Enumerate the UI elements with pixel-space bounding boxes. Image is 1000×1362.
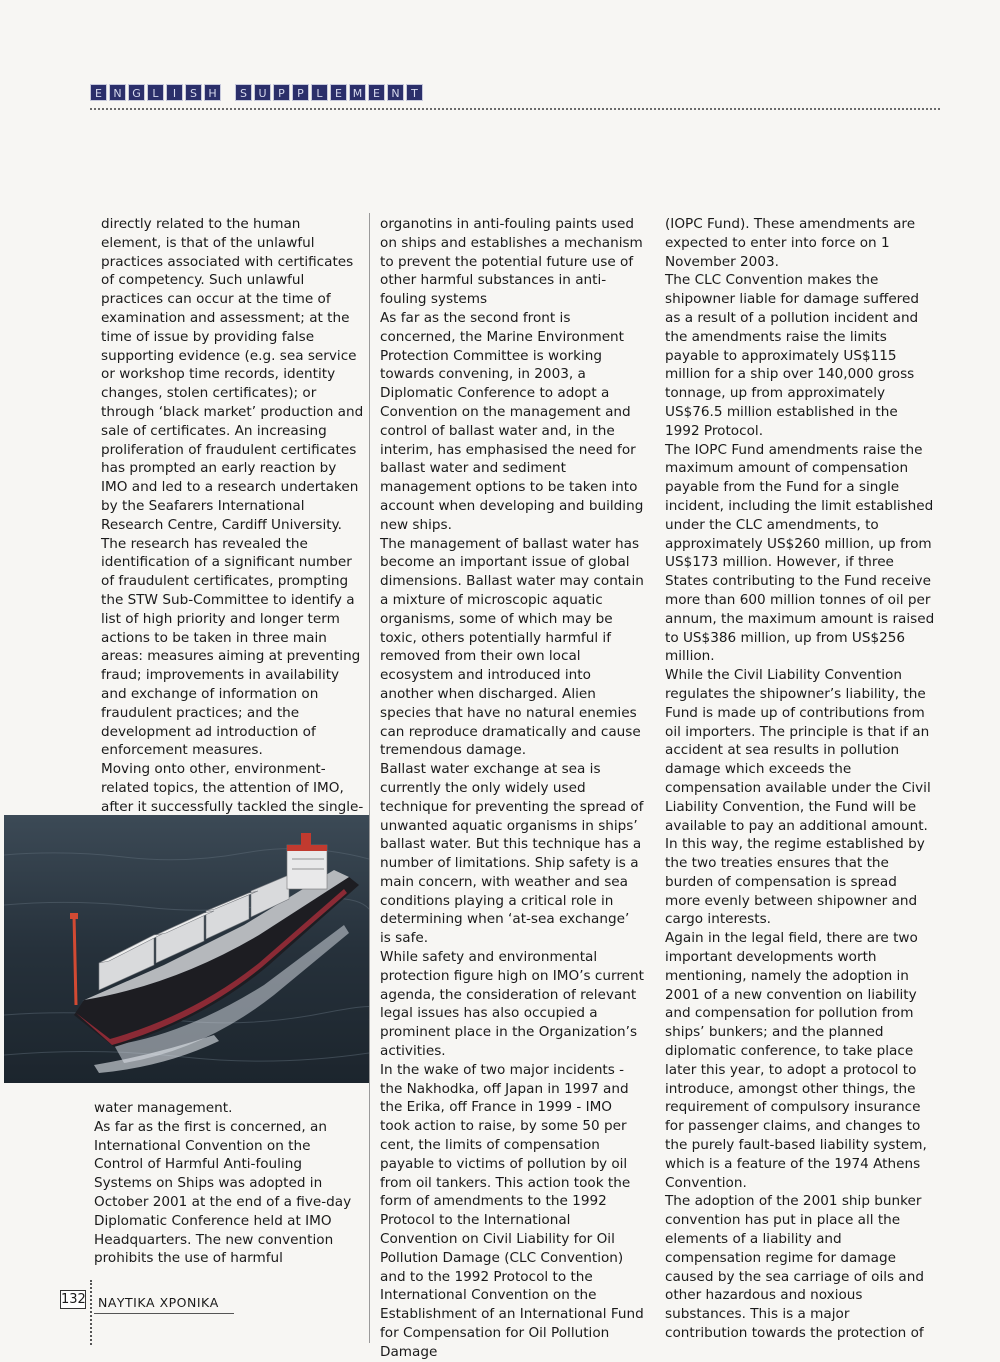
footer-rule <box>94 1313 234 1314</box>
column-2 <box>380 215 644 1362</box>
paragraph: While safety and environmental protection figure high on IMO’s current agenda, the consideration of relevant legal issues has also occupied a prominent place in the Organization’s activities. <box>380 949 644 1060</box>
paragraph: As far as the second front is concerned, the Marine Environment Protection Committee is working towards convening, in 2003, a Diplomatic Conference to adopt a Convention on the management and control of ballast water and, in the interim, has emphasised the need for ballast water and sediment management options to be taken into account when developing and building new ships. <box>380 309 644 533</box>
header-letter-box: P <box>273 84 290 101</box>
container-ship-illustration <box>4 815 369 1083</box>
header-letter-box: M <box>349 84 366 101</box>
paragraph: In the wake of two major incidents - the Nakhodka, off Japan in 1997 and the Erika, off France in 1999 - IMO took action to raise, by some 50 per cent, the limits of compensation payable to victims of pollution by oil from oil tankers. This action took the form of amendments to the 1992 Protocol to the International Convention on Civil Liability for Oil Pollution Damage (CLC Convention) and to the 1992 Protocol to the International Convention on the Establishment of an International Fund for Compensation for Oil Pollution Damage <box>380 1061 644 1360</box>
header-letter-box: L <box>311 84 328 101</box>
header-letter-box: L <box>147 84 164 101</box>
publication-name: ΝΑΥΤΙΚΑ ΧΡΟΝΙΚΑ <box>98 1295 219 1310</box>
paragraph: Ballast water exchange at sea is currently the only widely used technique for preventing the spread of unwanted aquatic organisms in ships’ ballast water. But this technique has a number of limitations. Ship safety is a main concern, with weather and sea conditions playing a critical role in determining when ‘at-sea exchange’ is safe. <box>380 761 644 947</box>
paragraph: The CLC Convention makes the shipowner liable for damage suffered as a result of a pollution incident and the amendments raise the limits payable to approximately US$115 million for a ship over 140,000 gross tonnage, up from approximately US$76.5 million established in the 1992 Protocol. <box>665 272 919 439</box>
paragraph: The IOPC Fund amendments raise the maximum amount of compensation payable from the Fund for a single incident, including the limit established under the CLC amendments, to approximately US$260 million, up from US$173 million. However, if three States contributing to the Fund receive more than 600 million tonnes of oil per annum, the maximum amount is raised to US$386 million, up from US$256 million. <box>665 441 935 665</box>
paragraph: The adoption of the 2001 ship bunker convention has put in place all the elements of a liability and compensation regime for damage caused by the sea carriage of oils and other hazardous and noxious substances. This is a major contribution towards the protection of <box>665 1193 924 1342</box>
header-letter-box: E <box>368 84 385 101</box>
paragraph: Again in the legal field, there are two important developments worth mentioning, namely the adoption in 2001 of a new convention on liability and compensation for pollution from ships’ bunkers; and the planned diplomatic conference, to take place later this year, to adopt a protocol to introduce, amongst other things, the requirement of compulsory insurance for passenger claims, and changes to the purely fault-based liability system, which is a feature of the 1974 Athens Convention. <box>665 930 927 1191</box>
page-number: 132 <box>61 1292 86 1307</box>
header-letter-box: S <box>235 84 252 101</box>
header-letter-box: U <box>254 84 271 101</box>
header-letter-box: N <box>109 84 126 101</box>
header-word-english <box>90 82 223 101</box>
header-letter-box: T <box>406 84 423 101</box>
header-word-supplement <box>235 82 425 101</box>
section-header-english-supplement <box>90 82 425 101</box>
paragraph: (IOPC Fund). These amendments are expected to enter into force on 1 November 2003. <box>665 216 916 270</box>
column-divider <box>369 213 370 1343</box>
header-letter-box: E <box>90 84 107 101</box>
column-3 <box>665 215 935 1343</box>
column-1-bottom <box>94 1099 356 1268</box>
header-letter-box: H <box>204 84 221 101</box>
header-letter-box: S <box>185 84 202 101</box>
container-ship-photo <box>4 815 369 1083</box>
footer-dotted-divider <box>90 1280 92 1345</box>
paragraph: While the Civil Liability Convention regulates the shipowner’s liability, the Fund is made up of contributions from oil importers. The principle is that if an accident at sea results in pollution damage which exceeds the compensation available under the Civil Liability Convention, the Fund will be available to pay an additional amount. In this way, the regime established by the two treaties ensures that the burden of compensation is spread more evenly between shipowner and cargo interests. <box>665 667 931 928</box>
paragraph: Moving onto other, environment-related topics, the attention of IMO, after it successfully tackled the single- <box>101 761 364 815</box>
header-letter-box: G <box>128 84 145 101</box>
header-letter-box: P <box>292 84 309 101</box>
paragraph: water management. <box>94 1100 233 1116</box>
header-letter-box: N <box>387 84 404 101</box>
column-1-top <box>101 215 364 873</box>
paragraph: organotins in anti-fouling paints used on ships and establishes a mechanism to prevent the potential future use of other harmful substances in anti-fouling systems <box>380 216 643 308</box>
paragraph: directly related to the human element, is that of the unlawful practices associated with certificates of competency. Such unlawful practices can occur at the time of examination and assessment; at the time of issue by providing false supporting evidence (e.g. sea service or workshop time records, identity changes, stolen certificates); or through ‘black market’ production and sale of certificates. An increasing proliferation of fraudulent certificates has prompted an early reaction by IMO and led to a research undertaken by the Seafarers International Research Centre, Cardiff University. The research has revealed the identification of a significant number of fraudulent certificates, prompting the STW Sub-Committee to identify a list of high priority and longer term actions to be taken in three main areas: measures aiming at preventing fraud; improvements in availability and exchange of information on fraudulent practices; and the development ad introduction of enforcement measures. <box>101 216 364 759</box>
header-dotted-rule <box>90 108 940 110</box>
header-letter-box: E <box>330 84 347 101</box>
header-letter-box: I <box>166 84 183 101</box>
paragraph: The management of ballast water has become an important issue of global dimensions. Ballast water may contain a mixture of microscopic aquatic organisms, some of which may be toxic, others potentially harmful if removed from their own local ecosystem and introduced into another when discharged. Alien species that have no natural enemies can reproduce dramatically and cause tremendous damage. <box>380 535 644 759</box>
paragraph: As far as the first is concerned, an International Convention on the Control of Harmful Anti-fouling Systems on Ships was adopted in October 2001 at the end of a five-day Diplomatic Conference held at IMO Headquarters. The new convention prohibits the use of harmful <box>94 1118 352 1267</box>
